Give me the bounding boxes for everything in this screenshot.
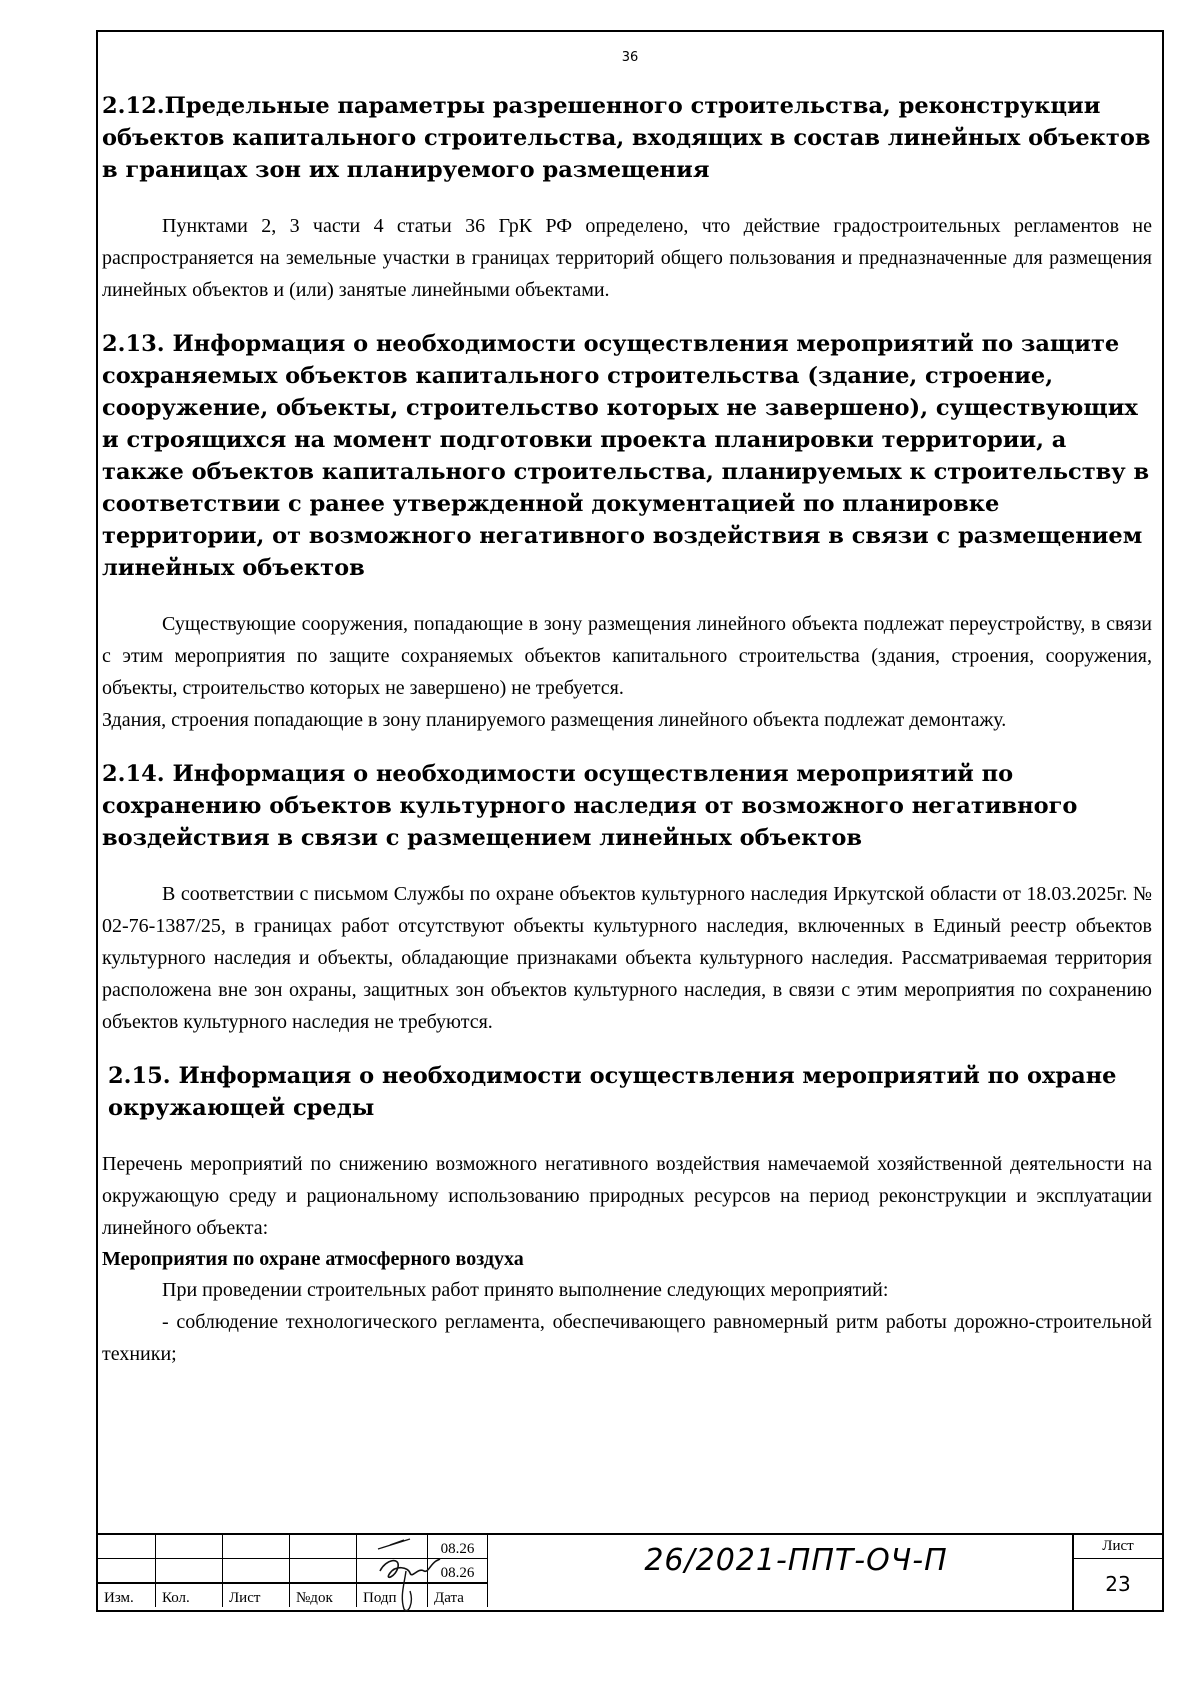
paragraph: Перечень мероприятий по снижению возможного негативного воздействия намечаемой хозяйственной деятельности на окружающую среду и рациональному использованию природных ресурсов на период реконструкции и эксплуатации линейного объекта: bbox=[102, 1153, 1152, 1239]
paragraph: Пунктами 2, 3 части 4 статьи 36 ГрК РФ определено, что действие градостроительных регламентов не распространяется на земельные участки в границах территорий общего пользования и предназначенные для размещения линейных объектов и (или) занятые линейными объектами. bbox=[102, 215, 1152, 301]
section-heading: 2.12.Предельные параметры разрешенного строительства, реконструкции объектов капитального строительства, входящих в состав линейных объектов в границах зон их планируемого размещения bbox=[102, 93, 1151, 183]
document-body bbox=[102, 90, 1152, 1370]
sheet-number: 23 bbox=[1105, 1572, 1131, 1596]
paragraph: Существующие сооружения, попадающие в зону размещения линейного объекта подлежат переустройству, в связи с этим мероприятия по защите сохраняемых объектов капитального строительства (здания, строения, сооружения, объекты, строительство которых не завершено) не требуется. bbox=[102, 613, 1152, 699]
column-label: Дата bbox=[428, 1583, 488, 1607]
column-label: Лист bbox=[223, 1583, 290, 1607]
title-block bbox=[98, 1533, 1162, 1610]
sheet-box bbox=[1072, 1535, 1162, 1610]
section-2-13 bbox=[102, 328, 1152, 736]
column-label: Изм. bbox=[98, 1583, 156, 1607]
revision-table bbox=[98, 1535, 488, 1607]
document-code: 26/2021-ППТ-ОЧ-П bbox=[644, 1543, 948, 1578]
section-heading: 2.15. Информация о необходимости осуществления мероприятий по охране окружающей среды bbox=[108, 1063, 1117, 1121]
sheet-label: Лист bbox=[1074, 1535, 1162, 1559]
section-heading: 2.13. Информация о необходимости осуществления мероприятий по защите сохраняемых объектов капитального строительства (здание, строение, сооружение, объекты, строительство которых не завершено), существующих и строящихся на момент подготовки проекта планировки территории, а также объектов капитального строительства, планируемых к строительству в соответствии с ранее утвержденной документацией по планировке территории, от возможного негативного воздействия в связи с размещением линейных объектов bbox=[102, 331, 1150, 581]
paragraph: - соблюдение технологического регламента, обеспечивающего равномерный ритм работы дорожно-строительной техники; bbox=[102, 1311, 1152, 1365]
page-number: 36 bbox=[621, 50, 639, 65]
date-cell: 08.26 bbox=[428, 1559, 488, 1584]
paragraph: Здания, строения попадающие в зону планируемого размещения линейного объекта подлежат демонтажу. bbox=[102, 709, 1007, 731]
column-label: Кол. bbox=[156, 1583, 223, 1607]
date-cell: 08.26 bbox=[428, 1535, 488, 1559]
document-sheet bbox=[96, 30, 1164, 1612]
paragraph: При проведении строительных работ принято выполнение следующих мероприятий: bbox=[162, 1279, 889, 1301]
column-label: №док bbox=[290, 1583, 357, 1607]
section-heading: 2.14. Информация о необходимости осуществления мероприятий по сохранению объектов культурного наследия от возможного негативного воздействия в связи с размещением линейных объектов bbox=[102, 761, 1078, 851]
section-2-15 bbox=[102, 1060, 1152, 1370]
section-2-14 bbox=[102, 758, 1152, 1038]
section-2-12 bbox=[102, 90, 1152, 306]
column-label: Подп bbox=[357, 1583, 428, 1607]
subsection-heading: Мероприятия по охране атмосферного воздуха bbox=[102, 1248, 524, 1270]
paragraph: В соответствии с письмом Службы по охране объектов культурного наследия Иркутской области от 18.03.2025г. № 02-76-1387/25, в границах работ отсутствуют объекты культурного наследия, включенных в Единый реестр объектов культурного наследия и объекты, обладающие признаками объекта культурного наследия. Рассматриваемая территория расположена вне зон охраны, защитных зон объектов культурного наследия, в связи с этим мероприятия по сохранению объектов культурного наследия не требуются. bbox=[102, 883, 1152, 1033]
